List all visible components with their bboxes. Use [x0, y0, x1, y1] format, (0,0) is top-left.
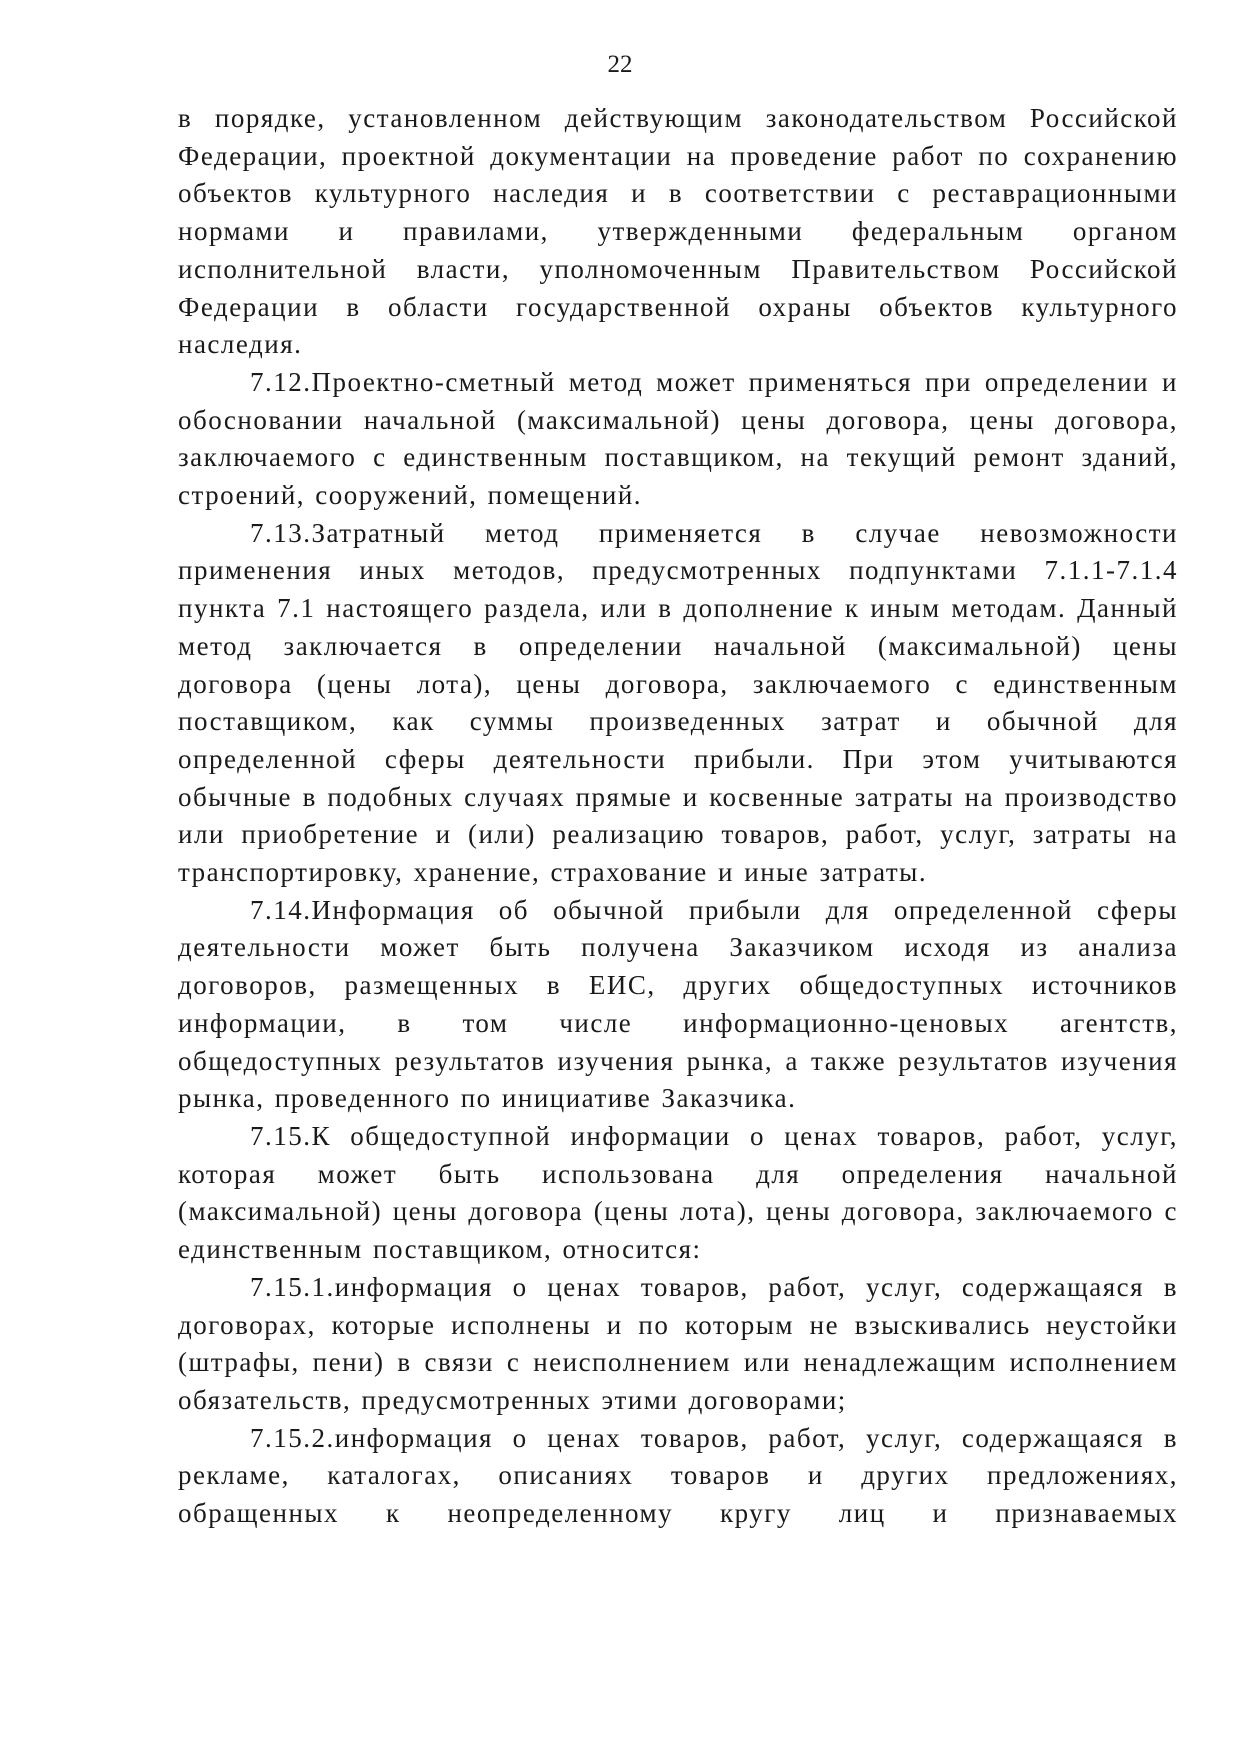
document-body	[178, 100, 1178, 1533]
paragraph-7-14: 7.14.Информация об обычной прибыли для определенной сферы деятельности может быть получена Заказчиком исходя из анализа договоров, размещенных в ЕИС, других общедоступных источников информации, в том числе информационно-ценовых агентств, общедоступных результатов изучения рынка, а также результатов изучения рынка, проведенного по инициативе Заказчика.	[178, 894, 1178, 1114]
paragraph-7-15-2: 7.15.2.информация о ценах товаров, работ, услуг, содержащаяся в рекламе, каталогах, описаниях товаров и других предложениях, обращенных к неопределенному кругу лиц и признаваемых	[178, 1422, 1178, 1529]
paragraph-7-12: 7.12.Проектно-сметный метод может применяться при определении и обосновании начальной (максимальной) цены договора, цены договора, заключаемого с единственным поставщиком, на текущий ремонт зданий, строений, сооружений, помещений.	[178, 366, 1178, 511]
paragraph-7-13: 7.13.Затратный метод применяется в случае невозможности применения иных методов, предусмотренных подпунктами 7.1.1-7.1.4 пункта 7.1 настоящего раздела, или в дополнение к иным методам. Данный метод заключается в определении начальной (максимальной) цены договора (цены лота), цены договора, заключаемого с единственным поставщиком, как суммы произведенных затрат и обычной для определенной сферы деятельности прибыли. При этом учитываются обычные в подобных случаях прямые и косвенные затраты на производство или приобретение и (или) реализацию товаров, работ, услуг, затраты на транспортировку, хранение, страхование и иные затраты.	[178, 517, 1178, 888]
page-number: 22	[607, 51, 633, 78]
paragraph-7-15: 7.15.К общедоступной информации о ценах товаров, работ, услуг, которая может быть использована для определения начальной (максимальной) цены договора (цены лота), цены договора, заключаемого с единственным поставщиком, относится:	[178, 1120, 1178, 1265]
paragraph-7-15-1: 7.15.1.информация о ценах товаров, работ, услуг, содержащаяся в договорах, которые исполнены и по которым не взыскивались неустойки (штрафы, пени) в связи с неисполнением или ненадлежащим исполнением обязательств, предусмотренных этими договорами;	[178, 1271, 1178, 1415]
paragraph-continuation: в порядке, установленном действующим законодательством Российской Федерации, проектной документации на проведение работ по сохранению объектов культурного наследия и в соответствии с реставрационными нормами и правилами, утвержденными федеральным органом исполнительной власти, уполномоченным Правительством Российской Федерации в области государственной охраны объектов культурного наследия.	[178, 103, 1178, 360]
